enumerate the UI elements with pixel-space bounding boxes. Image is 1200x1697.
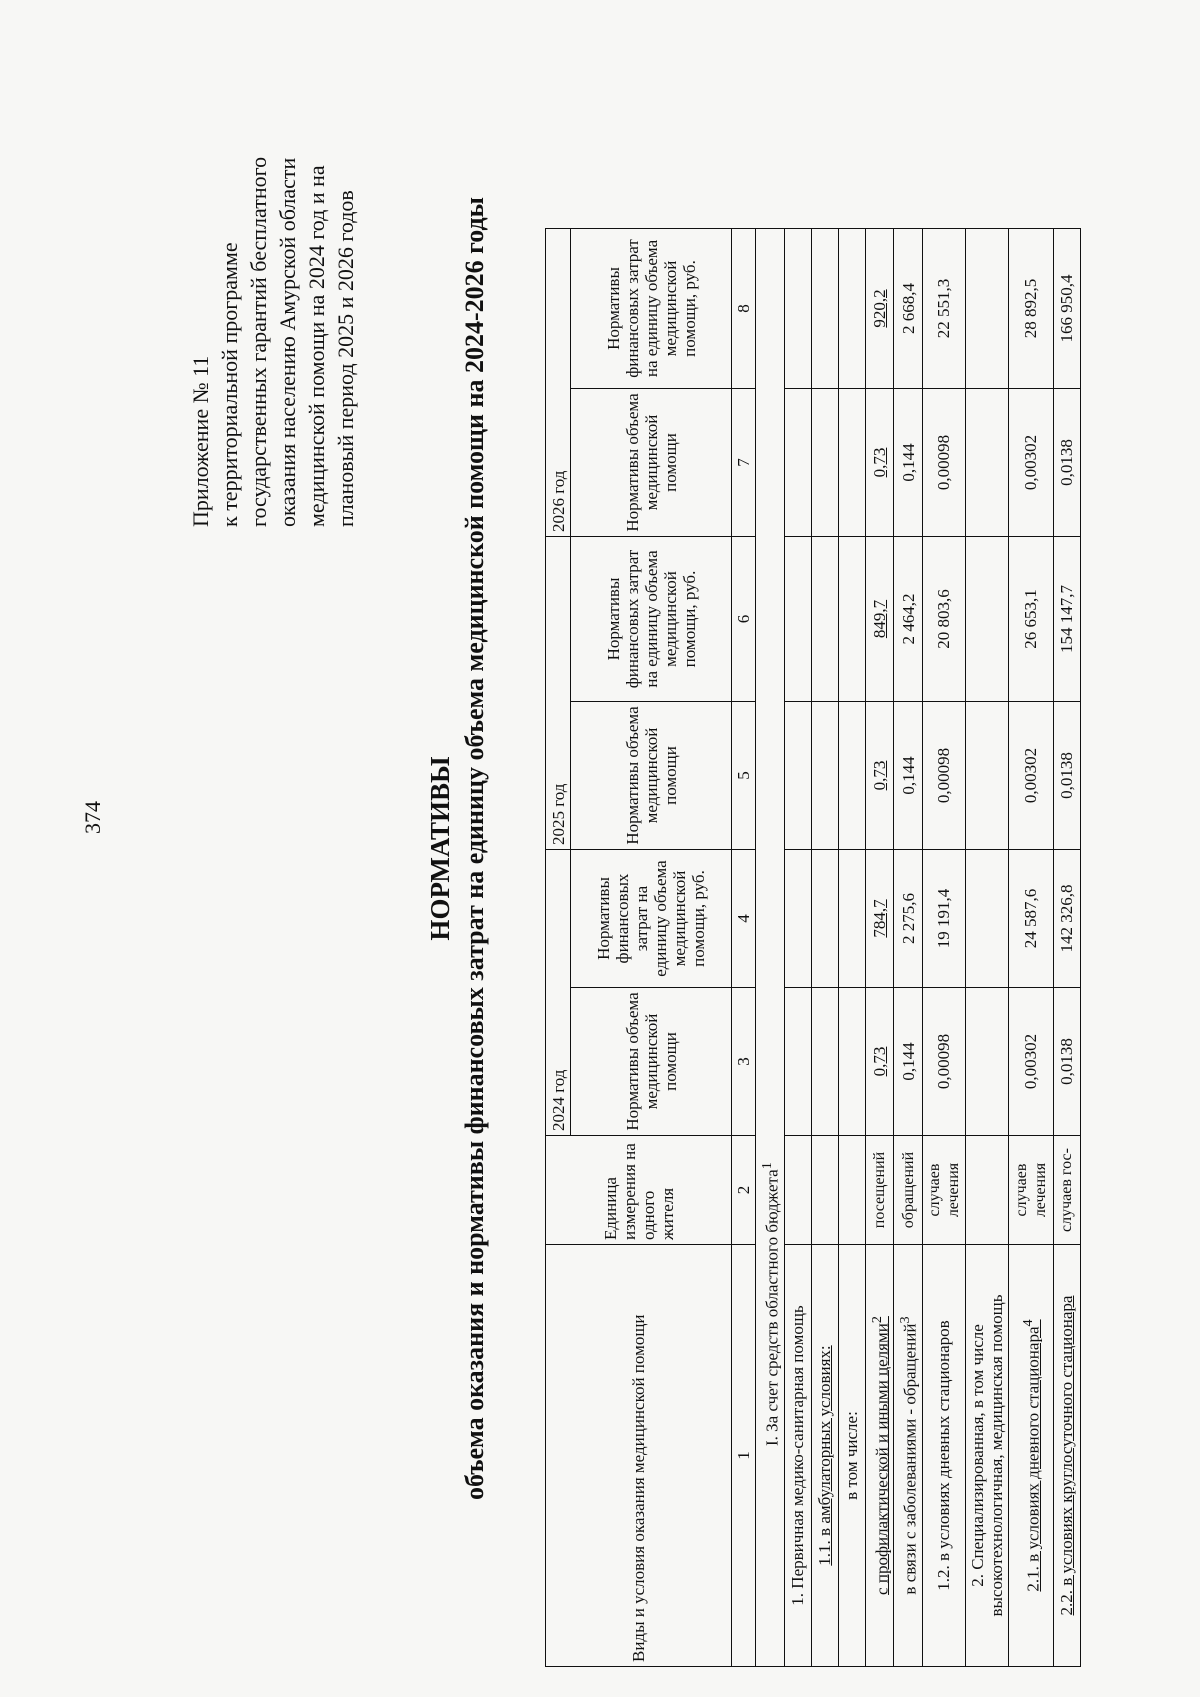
row-value: 28 892,5 [1008,229,1053,389]
row-value: 849,7 [865,537,894,702]
row-care-type: 1.2. в условиях дневных стационаров [922,1245,965,1667]
row-value [838,988,865,1136]
appendix-line: к территориальной программе [217,242,242,527]
row-care-type: в том числе: [838,1245,865,1667]
appendix-line: плановый период 2025 и 2026 годов [333,190,358,527]
column-number: 2 [732,1136,756,1245]
row-value: 24 587,6 [1008,850,1053,988]
row-value: 0,73 [865,702,894,850]
row-care-type: 2.2. в условиях круглосуточного стационара [1053,1245,1080,1667]
row-value [811,988,838,1136]
row-value [811,389,838,537]
row-value [811,537,838,702]
row-care-type: с профилактической и иными целями$^2$ [865,1245,894,1667]
appendix-line: государственных гарантий бесплатного [246,156,271,527]
header-row-years [546,229,571,1667]
document-title: НОРМАТИВЫ [425,756,455,941]
column-numbers-row [732,229,756,1667]
table-row [865,229,894,1667]
row-value: 20 803,6 [922,537,965,702]
table-row [838,229,865,1667]
row-care-type: в связи с заболеваниями - обращений$^3$ [894,1245,923,1667]
row-unit [811,1136,838,1245]
row-value: 0,0138 [1053,389,1080,537]
row-care-type: 1. Первичная медико-санитарная помощь [784,1245,811,1667]
column-number: 1 [732,1245,756,1667]
row-value: 0,00098 [922,702,965,850]
row-unit: случаев лечения [1008,1136,1053,1245]
row-value [838,229,865,389]
column-number: 6 [732,537,756,702]
header-volume-2025: Нормативы объема медицинской помощи [571,702,732,850]
row-value [838,702,865,850]
norms-table [545,228,1081,1667]
header-cost-2024: Нормативы финансовых затрат на единицу объема медицинской помощи, руб. [571,850,732,988]
row-value [965,537,1008,702]
row-value [838,850,865,988]
row-value: 166 950,4 [1053,229,1080,389]
row-value [838,389,865,537]
appendix-line: оказания населению Амурской области [275,157,300,527]
appendix-note [186,27,360,527]
row-value: 0,144 [894,389,923,537]
row-value [965,850,1008,988]
column-number: 7 [732,389,756,537]
header-year-2025: 2025 год [546,537,571,850]
table-row [965,229,1008,1667]
row-value: 0,00302 [1008,988,1053,1136]
row-value [838,537,865,702]
row-value: 0,73 [865,988,894,1136]
row-value [965,389,1008,537]
page-number: 374 [80,801,105,834]
row-value: 0,00098 [922,389,965,537]
row-value: 2 464,2 [894,537,923,702]
row-value: 0,144 [894,988,923,1136]
row-care-type: 2.1. в условиях дневного стационара$^4$ [1008,1245,1053,1667]
header-unit: Единица измерения на одного жителя [546,1136,732,1245]
row-value [784,988,811,1136]
row-care-type: 1.1. в амбулаторных условиях: [811,1245,838,1667]
appendix-line: медицинской помощи на 2024 год и на [304,165,329,527]
column-number: 3 [732,988,756,1136]
row-value: 0,00302 [1008,702,1053,850]
row-value [784,850,811,988]
row-value: 920,2 [865,229,894,389]
row-unit: посещений [865,1136,894,1245]
section-title: I. За счет средств областного бюджета$^1$ [756,229,785,1667]
table-row [1053,229,1080,1667]
row-unit [838,1136,865,1245]
row-value: 22 551,3 [922,229,965,389]
row-value [784,537,811,702]
table-row [894,229,923,1667]
row-value: 154 147,7 [1053,537,1080,702]
row-unit: обращений [894,1136,923,1245]
row-value [965,702,1008,850]
column-number: 5 [732,702,756,850]
row-value: 0,0138 [1053,702,1080,850]
table-row [811,229,838,1667]
table-row [784,229,811,1667]
row-value: 0,00098 [922,988,965,1136]
header-cost-2025: Нормативы финансовых затрат на единицу объема медицинской помощи, руб. [571,537,732,702]
row-value: 0,73 [865,389,894,537]
header-volume-2024: Нормативы объема медицинской помощи [571,988,732,1136]
row-value: 0,00302 [1008,389,1053,537]
row-value: 784,7 [865,850,894,988]
row-value: 19 191,4 [922,850,965,988]
appendix-line: Приложение № 11 [188,355,213,527]
row-value [784,389,811,537]
row-value [965,988,1008,1136]
row-value: 0,0138 [1053,988,1080,1136]
row-value [784,229,811,389]
header-year-2024: 2024 год [546,850,571,1136]
row-value [811,702,838,850]
row-unit [784,1136,811,1245]
document-subtitle: объема оказания и нормативы финансовых затрат на единицу объема медицинской помощи на 2024-2026 годы [460,197,489,1500]
row-unit: случаев гос- [1053,1136,1080,1245]
row-care-type: 2. Специализированная, в том числе высокотехнологичная, медицинская помощь [965,1245,1008,1667]
row-unit: случаев лечения [922,1136,965,1245]
row-value: 142 326,8 [1053,850,1080,988]
section-row [756,229,785,1667]
row-value [965,229,1008,389]
header-care-type: Виды и условия оказания медицинской помощи [546,1245,732,1667]
row-value: 26 653,1 [1008,537,1053,702]
row-value [784,702,811,850]
header-cost-2026: Нормативы финансовых затрат на единицу объема медицинской помощи, руб. [571,229,732,389]
row-value: 2 275,6 [894,850,923,988]
table-row [922,229,965,1667]
header-volume-2026: Нормативы объема медицинской помощи [571,389,732,537]
row-value: 2 668,4 [894,229,923,389]
row-value [811,850,838,988]
row-value [811,229,838,389]
header-year-2026: 2026 год [546,229,571,537]
row-value: 0,144 [894,702,923,850]
table-row [1008,229,1053,1667]
row-unit [965,1136,1008,1245]
column-number: 4 [732,850,756,988]
column-number: 8 [732,229,756,389]
